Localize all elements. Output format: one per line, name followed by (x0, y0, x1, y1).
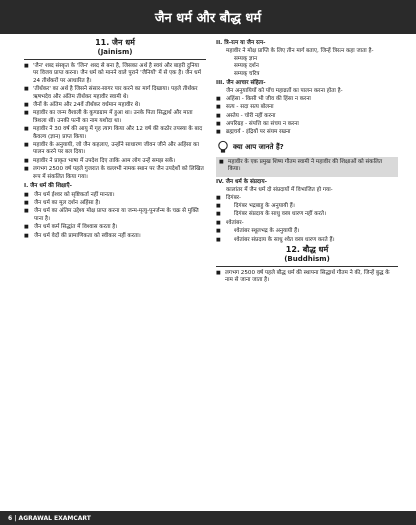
list-item: ■ महावीर का जन्म वैशाली के कुण्डग्राम में हुआ था। उनके पिता सिद्धार्थ और माता त्रिशला थीं। उनकी पत्नी का नाम यशोदा था। (24, 110, 206, 125)
sub-heading-teachings: I. जैन धर्म की शिक्षाएँ- (24, 183, 72, 190)
section-title-buddhism: 12. बौद्ध धर्म (285, 244, 329, 254)
sub-heading-sects: IV. जैन धर्म के संप्रदाय- (216, 178, 267, 185)
list-item: ■ अस्तेय - चोरी नहीं करना (216, 113, 398, 120)
right-column (216, 38, 398, 286)
paragraph: कालांतर में जैन धर्म दो संप्रदायों में विभाजित हो गया- (226, 187, 333, 194)
list-item: ■ श्वेतांबर स्थूलभद्र के अनुयायी हैं। (216, 228, 398, 235)
list-item: सम्यक् ज्ञान (234, 55, 258, 62)
paragraph: महावीर ने मोक्ष प्राप्ति के लिए तीन मार्ग बताए, जिन्हें त्रिरत्न कहा जाता है- (226, 48, 374, 55)
list-item: ■ श्वेतांबर संप्रदाय के साधु श्वेत वस्त्र धारण करते हैं। (216, 237, 398, 244)
list-item: सम्यक् चरित्र (234, 70, 260, 77)
paragraph: जैन अनुयायियों को पाँच महाव्रतों का पालन करना होता है- (226, 88, 343, 95)
sub-heading-code: III. जैन आचार संहिता- (216, 80, 266, 87)
page-title: जैन धर्म और बौद्ध धर्म (154, 11, 262, 26)
did-you-know-header (216, 140, 398, 154)
section-subtitle-jainism: (Jainism) (97, 48, 133, 56)
list-item: ■ जैन धर्म का मूल दर्शन अहिंसा है। (24, 200, 206, 207)
divider (24, 59, 206, 60)
divider (216, 266, 398, 267)
list-item: ■ जैन धर्म ईश्वर को सृष्टिकर्ता नहीं मानता। (24, 192, 206, 199)
list-item: ■ महावीर ने 30 वर्ष की आयु में गृह त्याग किया और 12 वर्ष की कठोर तपस्या के बाद कैवल्य (ज्ञान) प्राप्त किया। (24, 126, 206, 141)
list-item: ■ जैनों के अंतिम और 24वें तीर्थंकर वर्धमान महावीर थे। (24, 102, 206, 109)
list-item: ■ ब्रह्मचर्य - इंद्रियों पर संयम रखना (216, 129, 398, 136)
page-footer: 6 | AGRAWAL EXAMCART (0, 511, 416, 525)
left-column (24, 38, 206, 241)
list-item: ■ महावीर ने प्राकृत भाषा में उपदेश दिए ताकि आम लोग उन्हें समझ सकें। (24, 158, 206, 165)
list-item: ■ जैन धर्म का अंतिम उद्देश्य मोक्ष प्राप्त करना या जन्म-मृत्यु-पुनर्जन्म के चक्र से मुक्ति पाना है। (24, 208, 206, 223)
list-item: ■ दिगंबर भद्रबाहु के अनुयायी हैं। (216, 203, 398, 210)
sect-heading: ■ दिगंबर- (216, 195, 398, 202)
list-item: ■ जैन धर्म कर्म सिद्धांत में विश्वास करता है। (24, 224, 206, 231)
list-item: सम्यक् दर्शन (234, 63, 259, 70)
section-title-jainism: 11. जैन धर्म (95, 38, 135, 47)
sub-heading-triratna: II. त्रि-रत्न या जैन रत्न- (216, 40, 266, 46)
section-subtitle-buddhism: (Buddhism) (284, 254, 330, 263)
list-item: ■ जैन धर्म वेदों की प्रामाणिकता को स्वीकार नहीं करता। (24, 233, 206, 240)
lightbulb-icon (216, 140, 230, 154)
list-item: ■ अपरिग्रह - संपत्ति का संचय न करना (216, 121, 398, 128)
note-text: ■ महावीर के एक प्रमुख शिष्य गौतम स्वामी ने महावीर की शिक्षाओं को संकलित किया। (219, 159, 395, 174)
list-item: ■ 'तीर्थंकर' का अर्थ है जिसने संसार-सागर पार करने का मार्ग दिखाया। पहले तीर्थंकर ऋषभदेव और अंतिम तीर्थंकर महावीर स्वामी थे। (24, 86, 206, 101)
list-item: ■ अहिंसा - किसी भी जीव की हिंसा न करना (216, 96, 398, 103)
sect-heading: ■ श्वेतांबर- (216, 220, 398, 227)
list-item: ■ सत्य - सदा सत्य बोलना (216, 104, 398, 111)
page-header-banner (0, 0, 416, 34)
list-item: ■ लगभग 2500 वर्ष पहले गुजरात के वल्लभी नामक स्थान पर जैन उपदेशों को लिखित रूप में संकलित किया गया। (24, 166, 206, 181)
list-item: ■ 'जैन' शब्द संस्कृत के 'जिन' शब्द से बना है, जिसका अर्थ है स्वयं और बाहरी दुनिया पर विजय प्राप्त करना। जैन धर्म को मानने वाले पुराने 'जैनियों' में से एक है। जैन धर्म 24 तीर्थंकरों पर आधारित है। (24, 63, 206, 85)
list-item: ■ दिगंबर संप्रदाय के साधु वस्त्र धारण नहीं करते। (216, 211, 398, 218)
note-title: क्या आप जानते हैं? (233, 142, 284, 151)
list-item: ■ लगभग 2500 वर्ष पहले बौद्ध धर्म की स्थापना सिद्धार्थ गौतम ने की, जिन्हें बुद्ध के नाम से जाना जाता है। (216, 270, 398, 285)
note-box (216, 157, 398, 177)
list-item: ■ महावीर के अनुयायी, जो जैन कहलाए, उन्होंने साधारण जीवन जीने और अहिंसा का पालन करने पर बल दिया। (24, 142, 206, 157)
